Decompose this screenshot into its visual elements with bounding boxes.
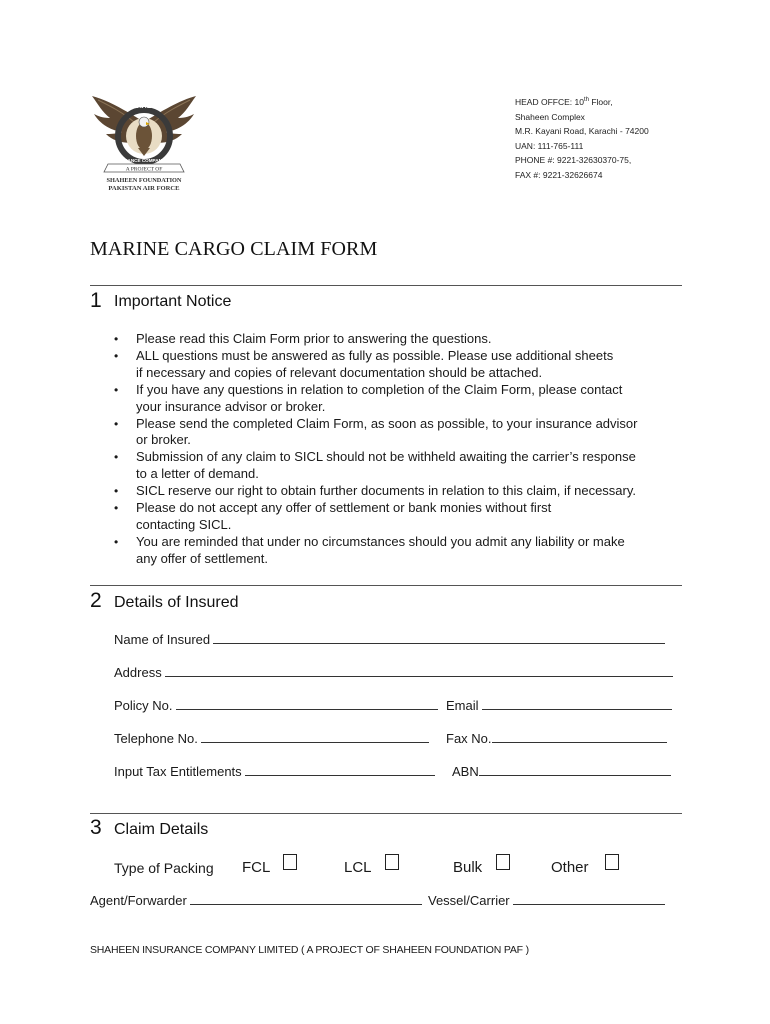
- notice-item-continued: any offer of settlement.: [136, 550, 268, 566]
- notice-item: • Please send the completed Claim Form, as soon as possible, to your insurance advisor: [114, 415, 638, 431]
- page-footer: SHAHEEN INSURANCE COMPANY LIMITED ( A PROJECT OF SHAHEEN FOUNDATION PAF ): [90, 944, 529, 956]
- notice-item: • Submission of any claim to SICL should not be withheld awaiting the carrier’s response: [114, 449, 636, 465]
- bulk-checkbox[interactable]: [496, 854, 510, 870]
- important-notice-list: [114, 331, 684, 568]
- other-checkbox[interactable]: [605, 854, 619, 870]
- notice-item-continued: contacting SICL.: [136, 516, 232, 532]
- svg-text:INSURANCE COMPANY LTD: INSURANCE COMPANY LTD: [113, 158, 175, 163]
- office-line-5: PHONE #: 9221-32630370-75,: [515, 155, 632, 166]
- section-3-divider: [90, 813, 682, 814]
- email-field[interactable]: Email: [446, 698, 672, 713]
- svg-text:SHAHEEN: SHAHEEN: [126, 103, 162, 110]
- address-line[interactable]: [165, 665, 673, 677]
- agent-forwarder-field[interactable]: Agent/Forwarder: [90, 893, 422, 908]
- bullet-icon: •: [114, 416, 119, 431]
- telephone-line[interactable]: [201, 731, 429, 743]
- office-line-4: UAN: 111-765-111: [515, 140, 584, 151]
- type-of-packing-label: Type of Packing: [114, 860, 214, 876]
- input-tax-line[interactable]: [245, 764, 435, 776]
- bullet-icon: •: [114, 450, 119, 465]
- abn-line[interactable]: [479, 764, 671, 776]
- office-line-1: HEAD OFFCE: 10th Floor,: [515, 97, 613, 107]
- office-line-3: M.R. Kayani Road, Karachi - 74200: [515, 126, 649, 137]
- policy-number-line[interactable]: [176, 698, 438, 710]
- notice-item: • SICL reserve our right to obtain further documents in relation to this claim, if necessary.: [114, 483, 637, 499]
- form-title: MARINE CARGO CLAIM FORM: [90, 238, 378, 260]
- section-2-number: 2: [90, 589, 102, 612]
- telephone-field[interactable]: Telephone No.: [114, 731, 429, 746]
- svg-text:A PROJECT OF: A PROJECT OF: [125, 166, 163, 173]
- svg-text:PAKISTAN AIR FORCE: PAKISTAN AIR FORCE: [108, 185, 180, 192]
- lcl-checkbox[interactable]: [385, 854, 399, 870]
- notice-item: • ALL questions must be answered as fully as possible. Please use additional sheets: [114, 347, 614, 363]
- section-1-number: 1: [90, 289, 102, 312]
- name-of-insured-field[interactable]: Name of Insured: [114, 632, 665, 647]
- notice-item: • If you have any questions in relation to completion of the Claim Form, please contact: [114, 381, 623, 397]
- section-1-divider: [90, 285, 682, 286]
- vessel-carrier-line[interactable]: [513, 893, 665, 905]
- section-2-divider: [90, 585, 682, 586]
- notice-item: • Please do not accept any offer of settlement or bank monies without first: [114, 500, 552, 516]
- bullet-icon: •: [114, 534, 119, 549]
- company-logo: [88, 92, 200, 194]
- office-line-2: Shaheen Complex: [515, 111, 585, 122]
- bullet-icon: •: [114, 348, 119, 363]
- bulk-label: Bulk: [453, 859, 483, 876]
- abn-field[interactable]: ABN: [452, 764, 671, 779]
- notice-item-continued: if necessary and copies of relevant documentation should be attached.: [136, 364, 543, 380]
- notice-item-continued: or broker.: [136, 432, 191, 448]
- bullet-icon: •: [114, 501, 119, 516]
- notice-item-continued: your insurance advisor or broker.: [136, 398, 326, 414]
- eagle-emblem-icon: [88, 92, 200, 194]
- fcl-checkbox[interactable]: [283, 854, 297, 870]
- policy-number-field[interactable]: Policy No.: [114, 698, 438, 713]
- svg-text:SHAHEEN FOUNDATION: SHAHEEN FOUNDATION: [106, 177, 182, 184]
- bullet-icon: •: [114, 332, 119, 346]
- notice-item: • Please read this Claim Form prior to answering the questions.: [114, 331, 492, 346]
- bullet-icon: •: [114, 484, 119, 499]
- agent-forwarder-line[interactable]: [190, 893, 422, 905]
- bullet-icon: •: [114, 382, 119, 397]
- fax-field[interactable]: Fax No.: [446, 731, 667, 746]
- section-3-number: 3: [90, 816, 102, 839]
- section-3-title: Claim Details: [114, 821, 209, 838]
- name-of-insured-line[interactable]: [213, 632, 665, 644]
- section-2-title: Details of Insured: [114, 594, 239, 611]
- lcl-label: LCL: [344, 859, 372, 876]
- address-field[interactable]: Address: [114, 665, 673, 680]
- fax-line[interactable]: [492, 731, 667, 743]
- section-1-title: Important Notice: [114, 293, 232, 310]
- input-tax-field[interactable]: Input Tax Entitlements: [114, 764, 435, 779]
- fcl-label: FCL: [242, 859, 271, 876]
- vessel-carrier-field[interactable]: Vessel/Carrier: [428, 893, 665, 908]
- other-label: Other: [551, 859, 589, 876]
- email-line[interactable]: [482, 698, 672, 710]
- notice-item: • You are reminded that under no circumstances should you admit any liability or make: [114, 533, 625, 549]
- head-office-address: [515, 95, 649, 183]
- office-line-6: FAX #: 9221-32626674: [515, 169, 603, 180]
- notice-item-continued: to a letter of demand.: [136, 466, 259, 482]
